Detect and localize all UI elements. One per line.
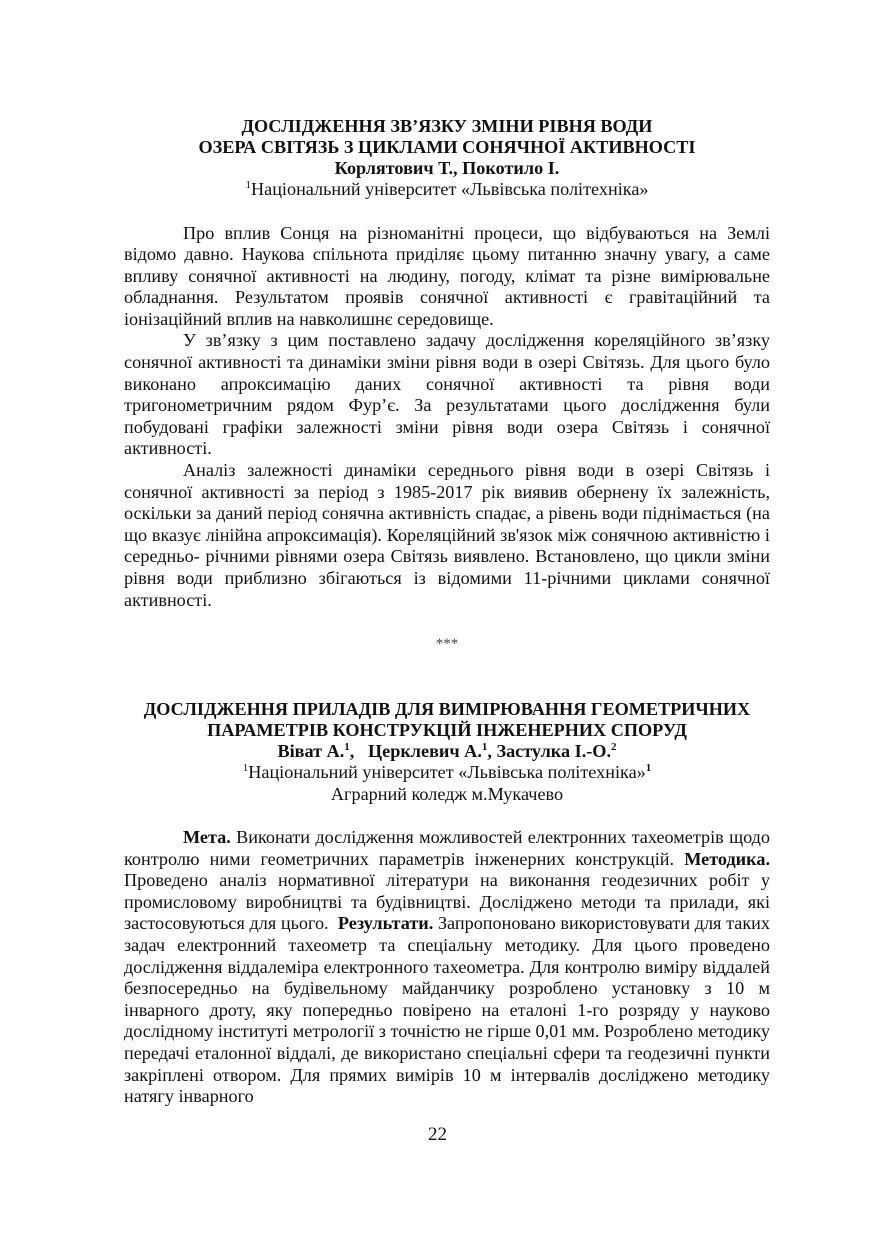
author-separator: , [349, 741, 368, 761]
text-method: Проведено аналіз нормативної літератури на виконання геодезичних робіт у промисловому виробництві та будівництві. Досліджено методи та прилади, які застосовуються для цього. [124, 848, 775, 934]
affiliation-superscript: 1 [245, 179, 251, 191]
article-title [124, 699, 770, 741]
author-name: Віват А. [277, 741, 345, 761]
article-title [124, 116, 770, 158]
article-authors: Корлятович Т., Покотило І. [334, 158, 560, 178]
article-affiliation [124, 762, 770, 784]
affiliation-text: Національний університет «Львівська політехніка» [248, 762, 646, 782]
article-svitiaz [124, 116, 770, 611]
author-superscript: 2 [611, 741, 617, 753]
author-name: Церклевич А. [367, 741, 482, 761]
title-line-2: ПАРАМЕТРІВ КОНСТРУКЦІЙ ІНЖЕНЕРНИХ СПОРУД [207, 720, 687, 740]
section-separator: *** [435, 636, 459, 652]
text-results: Запропоновано використовувати для таких задач електронний тахеометр та спеціальну методику. Для цього проведено дослідження віддалеміра електронного тахеометра. Для контролю виміру віддалей безпосередньо на будівельному майданчику розроблено установку з 10 м інварного дроту, яку попередньо повірено на еталоні 1-го розряду у науково дослідному інституті метрології з точністю не гірше 0,01 мм. Розроблено методику передачі еталонної віддалі, де використано спеціальні сфери та геодезичні пункти закріплені отвором. Для прямих вимірів 10 м інтервалів досліджено методику натягу інварного [124, 913, 770, 1107]
affiliation-text: Національний університет «Львівська політехніка» [250, 179, 649, 199]
paragraph [124, 827, 775, 1108]
paragraph: Про вплив Сонця на різноманітні процеси, що відбуваються на Землі відомо давно. Наукова спільнота приділяє цьому питанню значну увагу, а саме впливу сонячної активності на людину, погоду, клімат та різне вимірювальне обладнання. Результатом проявів сонячної активності є гравітаційний та іонізаційний вплив на навколишнє середовище. [124, 222, 770, 329]
text-aim: Виконати дослідження можливостей електронних тахеометрів щодо контролю ними геометричних параметрів інженерних конструкцій. [124, 827, 770, 869]
page-number: 22 [428, 1124, 447, 1145]
affiliation-superscript: 1 [645, 762, 652, 774]
title-line-2: ОЗЕРА СВІТЯЗЬ З ЦИКЛАМИ СОНЯЧНОЇ АКТИВНОСТІ [198, 137, 696, 157]
article-affiliation-2: Аграрний коледж м.Мукачево [330, 783, 564, 804]
label-aim: Мета. [183, 827, 231, 847]
paragraph: Аналіз залежності динаміки середнього рівня води в озері Світязь і сонячної активності за період з 1985-2017 рік виявив обернену їх залежність, оскільки за даний період сонячна активність спадає, а рівень води піднімається (на що вказує лінійна апроксимація). Кореляційний зв'язок між сонячною активністю і середньо- річними рівнями озера Світязь виявлено. Встановлено, що цикли зміни рівня води приблизно збігаються із відомими 11-річними циклами сонячної активності. [124, 460, 770, 610]
author-superscript: 1 [344, 741, 350, 753]
article-affiliation [124, 179, 770, 201]
article-authors [124, 741, 770, 762]
title-line-1: ДОСЛІДЖЕННЯ ЗВ’ЯЗКУ ЗМІНИ РІВНЯ ВОДИ [241, 116, 653, 136]
article-instruments [124, 699, 775, 1108]
label-results: Результати. [337, 913, 434, 934]
affiliation-superscript: 1 [242, 762, 249, 774]
author-name: Застулка І.-О. [496, 741, 611, 761]
author-superscript: 1 [481, 741, 488, 753]
label-method: Методика. [684, 848, 770, 869]
author-separator: , [487, 741, 497, 761]
title-line-1: ДОСЛІДЖЕННЯ ПРИЛАДІВ ДЛЯ ВИМІРЮВАННЯ ГЕОМЕТРИЧНИХ [143, 699, 751, 719]
paragraph: У зв’язку з цим поставлено задачу дослідження кореляційного зв’язку сонячної активності та динаміки зміни рівня води в озері Світязь. Для цього було виконано апроксимацію даних сонячної активності та рівня води тригонометричним рядом Фур’є. За результатами цього дослідження були побудовані графіки залежності зміни рівня води озера Світязь і сонячної активності. [124, 330, 770, 459]
